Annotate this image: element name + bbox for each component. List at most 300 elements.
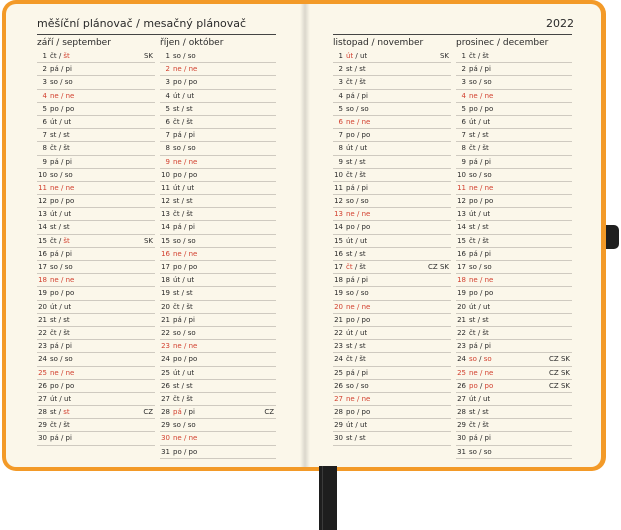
day-row[interactable]: [37, 90, 155, 103]
day-row[interactable]: [160, 169, 276, 182]
day-row[interactable]: [333, 208, 451, 221]
day-number: 1: [461, 52, 466, 60]
day-row[interactable]: [333, 63, 451, 76]
weekday-label: so / so: [173, 236, 196, 245]
weekday-cz: po: [346, 315, 355, 324]
weekday-label: so / so: [50, 355, 73, 364]
weekday-sk: po: [188, 447, 198, 456]
weekday-cz: so: [469, 78, 477, 87]
day-row[interactable]: [37, 156, 155, 169]
weekday-cz: st: [469, 131, 476, 140]
weekday-label: st / st: [173, 197, 193, 206]
weekday-sk: pi: [188, 408, 195, 417]
weekday-cz: so: [173, 236, 181, 245]
day-row[interactable]: [333, 380, 451, 393]
day-row[interactable]: [160, 446, 276, 459]
day-row[interactable]: [37, 406, 155, 419]
day-row[interactable]: [333, 235, 451, 248]
weekday-label: st / st: [346, 434, 366, 443]
day-number: 8: [461, 144, 466, 153]
day-row[interactable]: [160, 380, 276, 393]
day-row[interactable]: [160, 393, 276, 406]
day-row[interactable]: [37, 235, 155, 248]
day-number: 9: [338, 157, 343, 166]
day-row[interactable]: [333, 116, 451, 129]
day-row[interactable]: [160, 103, 276, 116]
day-row[interactable]: [160, 129, 276, 142]
holiday-marker: CZ SK: [549, 355, 570, 364]
day-row[interactable]: [37, 116, 155, 129]
day-row[interactable]: [160, 327, 276, 340]
month-column-october: [160, 37, 276, 459]
day-row[interactable]: [456, 63, 572, 76]
day-row[interactable]: [333, 419, 451, 432]
day-row[interactable]: [333, 314, 451, 327]
day-row[interactable]: [160, 63, 276, 76]
day-row[interactable]: [333, 195, 451, 208]
weekday-sk: pi: [65, 65, 72, 74]
day-row[interactable]: [333, 221, 451, 234]
weekday-cz: čt: [346, 355, 353, 364]
weekday-cz: ne: [173, 434, 182, 443]
day-row[interactable]: [333, 432, 451, 445]
day-row[interactable]: [333, 50, 451, 63]
day-number: 3: [165, 78, 170, 87]
weekday-cz: st: [346, 157, 353, 166]
day-row[interactable]: [456, 340, 572, 353]
day-row[interactable]: [160, 406, 276, 419]
weekday-sk: pi: [65, 342, 72, 351]
day-row[interactable]: [456, 129, 572, 142]
day-row[interactable]: [37, 419, 155, 432]
day-row[interactable]: [37, 182, 155, 195]
weekday-cz: so: [469, 170, 477, 179]
weekday-cz: pá: [469, 249, 478, 258]
day-number: 27: [161, 394, 170, 403]
day-number: 18: [457, 276, 466, 285]
day-row[interactable]: [456, 287, 572, 300]
day-row[interactable]: [333, 353, 451, 366]
day-row[interactable]: [333, 103, 451, 116]
day-number: 9: [42, 157, 47, 166]
weekday-cz: ne: [469, 183, 478, 192]
day-row[interactable]: [333, 367, 451, 380]
weekday-sk: po: [484, 197, 494, 206]
day-row[interactable]: [160, 90, 276, 103]
weekday-label: ne / ne: [346, 117, 371, 126]
day-row[interactable]: [333, 142, 451, 155]
day-row[interactable]: [333, 129, 451, 142]
day-number: 30: [457, 434, 466, 443]
weekday-sk: št: [63, 421, 70, 430]
weekday-label: ne / ne: [173, 342, 198, 351]
day-row[interactable]: [160, 195, 276, 208]
weekday-label: so / so: [173, 328, 196, 337]
day-row[interactable]: [37, 301, 155, 314]
weekday-sk: so: [483, 170, 492, 179]
day-row[interactable]: [37, 261, 155, 274]
weekday-sk: ne: [65, 183, 75, 192]
day-row[interactable]: [160, 314, 276, 327]
day-row[interactable]: [37, 274, 155, 287]
day-row[interactable]: [333, 340, 451, 353]
day-row[interactable]: [37, 327, 155, 340]
day-row[interactable]: [160, 156, 276, 169]
day-row[interactable]: [456, 156, 572, 169]
weekday-cz: po: [469, 197, 478, 206]
weekday-sk: pi: [65, 249, 72, 258]
weekday-sk: so: [187, 144, 196, 153]
weekday-sk: so: [64, 78, 73, 87]
day-row[interactable]: [456, 406, 572, 419]
weekday-sk: št: [482, 328, 489, 337]
day-row[interactable]: [456, 142, 572, 155]
day-number: 8: [165, 144, 170, 153]
day-row[interactable]: [456, 419, 572, 432]
weekday-label: čt / št: [469, 52, 489, 60]
day-number: 6: [461, 117, 466, 126]
day-number: 23: [38, 342, 47, 351]
day-row[interactable]: [456, 432, 572, 445]
day-row[interactable]: [37, 103, 155, 116]
day-row[interactable]: [160, 353, 276, 366]
day-row[interactable]: [37, 195, 155, 208]
weekday-label: so / so: [346, 104, 369, 113]
day-row[interactable]: [160, 274, 276, 287]
month-heading: listopad / november: [333, 38, 424, 48]
day-number: 31: [457, 447, 466, 456]
weekday-cz: po: [50, 197, 59, 206]
day-row[interactable]: [160, 301, 276, 314]
day-number: 26: [457, 381, 466, 390]
day-number: 22: [334, 328, 343, 337]
day-row[interactable]: [333, 169, 451, 182]
weekday-label: st / st: [50, 223, 70, 232]
day-row[interactable]: [456, 103, 572, 116]
weekday-sk: st: [63, 315, 70, 324]
weekday-sk: ne: [65, 91, 75, 100]
month-column-december: [456, 37, 572, 459]
weekday-sk: st: [63, 131, 70, 140]
weekday-cz: so: [346, 289, 354, 298]
day-row[interactable]: [160, 116, 276, 129]
weekday-sk: so: [187, 52, 196, 60]
day-number: 27: [38, 394, 47, 403]
day-row[interactable]: [456, 76, 572, 89]
year-label: 2022: [546, 17, 574, 30]
day-number: 25: [334, 368, 343, 377]
day-number: 3: [42, 78, 47, 87]
day-number: 22: [457, 328, 466, 337]
day-row[interactable]: [333, 287, 451, 300]
day-row[interactable]: [160, 248, 276, 261]
weekday-label: st / st: [469, 131, 489, 140]
day-number: 10: [38, 170, 47, 179]
day-number: 14: [38, 223, 47, 232]
day-row[interactable]: [333, 156, 451, 169]
weekday-cz: ne: [469, 276, 478, 285]
day-number: 16: [161, 249, 170, 258]
day-row[interactable]: [333, 274, 451, 287]
weekday-sk: po: [65, 381, 75, 390]
weekday-cz: st: [50, 223, 57, 232]
day-row[interactable]: [37, 367, 155, 380]
weekday-cz: pá: [173, 408, 182, 417]
weekday-sk: ut: [187, 183, 195, 192]
day-row[interactable]: [160, 419, 276, 432]
day-row[interactable]: [37, 432, 155, 445]
day-number: 11: [457, 183, 466, 192]
weekday-cz: st: [346, 249, 353, 258]
weekday-sk: ut: [483, 210, 491, 219]
day-number: 31: [161, 447, 170, 456]
month-column-november: [333, 37, 451, 446]
day-number: 24: [334, 355, 343, 364]
weekday-sk: po: [484, 381, 494, 390]
weekday-label: čt / št: [346, 263, 366, 271]
weekday-label: pá / pi: [469, 65, 491, 74]
day-number: 20: [457, 302, 466, 311]
day-row[interactable]: [333, 301, 451, 314]
day-row[interactable]: [37, 221, 155, 234]
weekday-label: ne / ne: [173, 434, 198, 443]
day-number: 18: [161, 276, 170, 285]
weekday-sk: pi: [484, 65, 491, 74]
weekday-label: út / ut: [346, 144, 368, 153]
weekday-sk: pi: [484, 249, 491, 258]
day-row[interactable]: [333, 327, 451, 340]
weekday-label: čt / št: [469, 421, 489, 430]
weekday-label: út / ut: [469, 117, 491, 126]
weekday-label: ne / ne: [50, 91, 75, 100]
day-row[interactable]: [37, 76, 155, 89]
weekday-label: čt / št: [50, 421, 70, 430]
bookmark-ribbon[interactable]: [319, 466, 337, 530]
day-row[interactable]: [160, 287, 276, 300]
holiday-marker: CZ: [143, 408, 153, 417]
day-number: 7: [165, 131, 170, 140]
day-row[interactable]: [160, 261, 276, 274]
weekday-sk: ut: [360, 328, 368, 337]
weekday-cz: čt: [50, 52, 57, 60]
day-row[interactable]: [160, 50, 276, 63]
day-number: 21: [161, 315, 170, 324]
weekday-label: po / po: [173, 447, 198, 456]
weekday-sk: pi: [361, 91, 368, 100]
day-row[interactable]: [160, 182, 276, 195]
weekday-sk: po: [484, 289, 494, 298]
day-row[interactable]: [37, 353, 155, 366]
weekday-sk: st: [186, 381, 193, 390]
weekday-cz: út: [346, 236, 354, 245]
weekday-label: pá / pi: [50, 157, 72, 166]
weekday-sk: št: [186, 394, 193, 403]
day-number: 18: [334, 276, 343, 285]
day-row[interactable]: [37, 142, 155, 155]
day-row[interactable]: [456, 353, 572, 366]
day-row[interactable]: [333, 261, 451, 274]
day-number: 27: [334, 394, 343, 403]
day-row[interactable]: [333, 248, 451, 261]
day-row[interactable]: [37, 380, 155, 393]
day-row[interactable]: [456, 274, 572, 287]
day-number: 15: [457, 236, 466, 245]
weekday-cz: út: [50, 302, 58, 311]
weekday-cz: po: [173, 263, 182, 271]
weekday-label: ne / ne: [469, 368, 494, 377]
day-number: 19: [38, 289, 47, 298]
weekday-cz: út: [346, 328, 354, 337]
weekday-sk: ne: [188, 249, 198, 258]
day-row[interactable]: [37, 393, 155, 406]
weekday-cz: ne: [346, 302, 355, 311]
day-row[interactable]: [37, 314, 155, 327]
day-row[interactable]: [456, 235, 572, 248]
day-row[interactable]: [333, 90, 451, 103]
day-row[interactable]: [456, 314, 572, 327]
weekday-sk: št: [482, 236, 489, 245]
day-row[interactable]: [160, 76, 276, 89]
weekday-sk: st: [63, 223, 70, 232]
day-row[interactable]: [37, 169, 155, 182]
holiday-marker: SK: [143, 52, 153, 60]
weekday-label: so / so: [346, 381, 369, 390]
day-row[interactable]: [37, 63, 155, 76]
weekday-cz: po: [469, 289, 478, 298]
weekday-sk: ne: [361, 302, 371, 311]
weekday-sk: so: [64, 263, 73, 271]
weekday-sk: ne: [188, 434, 198, 443]
weekday-sk: pi: [484, 342, 491, 351]
weekday-label: po / po: [346, 315, 371, 324]
weekday-sk: ut: [64, 210, 72, 219]
day-row[interactable]: [456, 327, 572, 340]
day-row[interactable]: [456, 380, 572, 393]
day-row[interactable]: [160, 235, 276, 248]
day-row[interactable]: [456, 393, 572, 406]
weekday-cz: so: [346, 197, 354, 206]
day-number: 1: [165, 52, 170, 60]
weekday-label: po / po: [346, 408, 371, 417]
weekday-cz: pá: [50, 434, 59, 443]
day-row[interactable]: [37, 129, 155, 142]
weekday-sk: so: [187, 328, 196, 337]
day-row[interactable]: [456, 169, 572, 182]
day-number: 10: [161, 170, 170, 179]
day-row[interactable]: [456, 301, 572, 314]
weekday-label: so / so: [469, 447, 492, 456]
weekday-sk: so: [483, 447, 492, 456]
weekday-sk: ne: [188, 342, 198, 351]
weekday-cz: pá: [173, 131, 182, 140]
day-row[interactable]: [333, 76, 451, 89]
weekday-cz: čt: [469, 144, 476, 153]
weekday-sk: ut: [360, 144, 368, 153]
weekday-sk: ne: [484, 91, 494, 100]
weekday-cz: čt: [173, 302, 180, 311]
day-number: 30: [38, 434, 47, 443]
day-row[interactable]: [160, 142, 276, 155]
weekday-sk: so: [483, 355, 492, 364]
day-row[interactable]: [333, 406, 451, 419]
weekday-label: čt / št: [173, 210, 193, 219]
day-number: 8: [42, 144, 47, 153]
weekday-label: so / so: [50, 170, 73, 179]
day-row[interactable]: [160, 340, 276, 353]
weekday-cz: út: [346, 52, 354, 60]
weekday-label: po / po: [173, 263, 198, 271]
day-row[interactable]: [456, 367, 572, 380]
day-row[interactable]: [456, 248, 572, 261]
day-row[interactable]: [37, 287, 155, 300]
weekday-cz: st: [469, 408, 476, 417]
weekday-sk: ne: [188, 157, 198, 166]
weekday-label: pá / pi: [346, 276, 368, 285]
day-row[interactable]: [456, 221, 572, 234]
day-row[interactable]: [160, 208, 276, 221]
elastic-closure-tab[interactable]: [606, 225, 619, 249]
weekday-cz: ne: [173, 157, 182, 166]
weekday-cz: pá: [50, 65, 59, 74]
weekday-cz: po: [469, 381, 478, 390]
day-row[interactable]: [456, 195, 572, 208]
day-row[interactable]: [456, 116, 572, 129]
weekday-sk: so: [64, 355, 73, 364]
weekday-cz: po: [50, 381, 59, 390]
weekday-label: ne / ne: [469, 91, 494, 100]
weekday-cz: pá: [50, 249, 59, 258]
weekday-label: so / so: [346, 289, 369, 298]
day-row[interactable]: [37, 50, 155, 63]
weekday-label: čt / št: [346, 78, 366, 87]
day-row[interactable]: [160, 432, 276, 445]
weekday-sk: ne: [361, 117, 371, 126]
day-row[interactable]: [37, 248, 155, 261]
day-row[interactable]: [456, 261, 572, 274]
weekday-sk: ne: [484, 368, 494, 377]
day-row[interactable]: [456, 90, 572, 103]
weekday-label: ne / ne: [50, 183, 75, 192]
day-row[interactable]: [456, 208, 572, 221]
day-row[interactable]: [333, 393, 451, 406]
weekday-sk: pi: [484, 434, 491, 443]
weekday-sk: st: [482, 223, 489, 232]
day-row[interactable]: [456, 182, 572, 195]
day-number: 12: [334, 197, 343, 206]
weekday-cz: ne: [50, 368, 59, 377]
day-row[interactable]: [456, 50, 572, 63]
weekday-cz: st: [173, 289, 180, 298]
day-row[interactable]: [37, 208, 155, 221]
weekday-label: pá / pi: [469, 434, 491, 443]
weekday-cz: so: [50, 78, 58, 87]
weekday-sk: po: [188, 263, 198, 271]
weekday-label: ne / ne: [469, 183, 494, 192]
weekday-sk: št: [482, 52, 489, 60]
weekday-cz: so: [469, 263, 477, 271]
day-row[interactable]: [37, 340, 155, 353]
weekday-cz: út: [50, 210, 58, 219]
day-number: 1: [42, 52, 47, 60]
day-row[interactable]: [160, 367, 276, 380]
day-row[interactable]: [456, 446, 572, 459]
weekday-sk: št: [186, 117, 193, 126]
day-row[interactable]: [160, 221, 276, 234]
weekday-label: pá / pi: [469, 342, 491, 351]
weekday-sk: po: [65, 104, 75, 113]
day-row[interactable]: [333, 182, 451, 195]
weekday-sk: st: [359, 342, 366, 351]
